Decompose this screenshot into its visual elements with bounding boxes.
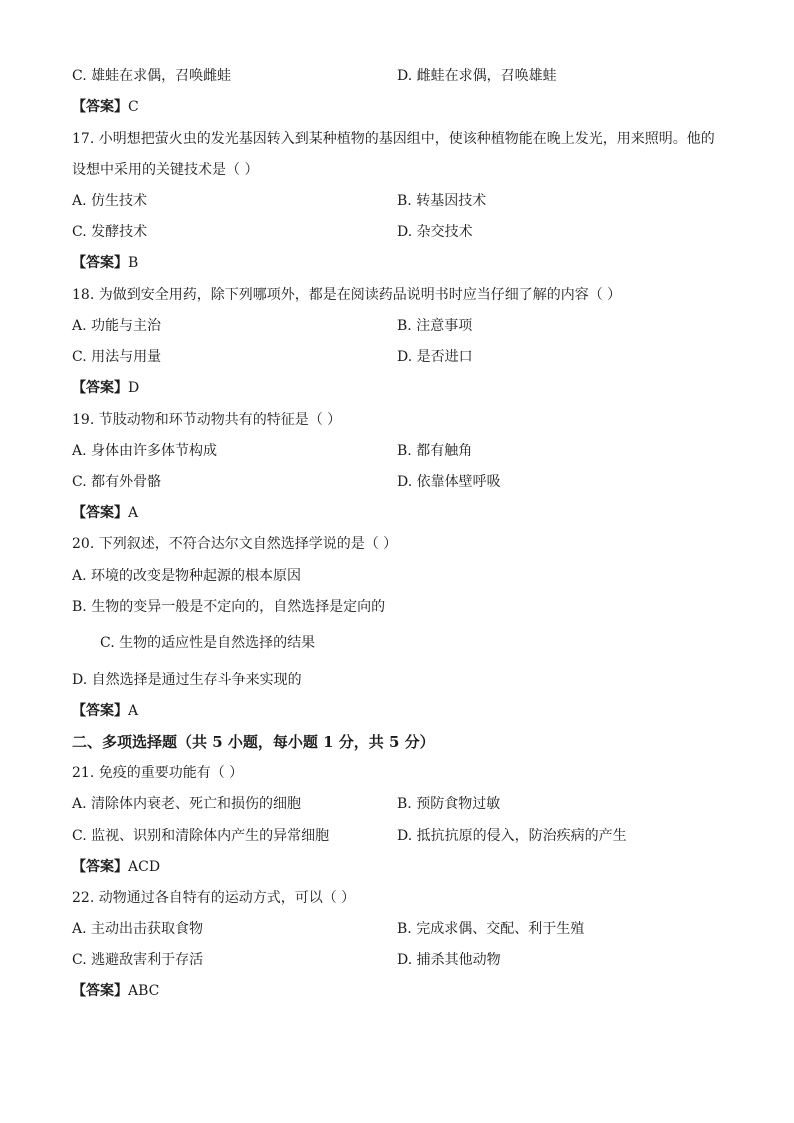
answer-label: 【答案】 bbox=[72, 255, 128, 271]
answer-value: ABC bbox=[128, 983, 160, 999]
q19-option-d: D. 依靠体壁呼吸 bbox=[397, 474, 501, 490]
q19-option-a: A. 身体由许多体节构成 bbox=[72, 443, 218, 459]
q20-option-b: B. 生物的变异一般是不定向的，自然选择是定向的 bbox=[72, 599, 386, 615]
answer-label: 【答案】 bbox=[72, 380, 128, 396]
answer-value: A bbox=[128, 703, 139, 719]
q18-stem: 18. 为做到安全用药，除下列哪项外，都是在阅读药品说明书时应当仔细了解的内容（ ） bbox=[72, 287, 622, 303]
q21-option-b: B. 预防食物过敏 bbox=[397, 796, 501, 812]
answer-label: 【答案】 bbox=[72, 505, 128, 521]
q20-option-d: D. 自然选择是通过生存斗争来实现的 bbox=[72, 672, 302, 688]
q17-answer bbox=[72, 254, 732, 272]
q22-option-a: A. 主动出击获取食物 bbox=[72, 921, 204, 937]
answer-value: C bbox=[128, 99, 139, 115]
q18-option-a: A. 功能与主治 bbox=[72, 318, 162, 334]
q19-option-b: B. 都有触角 bbox=[397, 443, 473, 459]
q21-option-d: D. 抵抗抗原的侵入，防治疾病的产生 bbox=[397, 828, 627, 844]
answer-value: D bbox=[128, 380, 140, 396]
q17-stem: 17. 小明想把萤火虫的发光基因转入到某种植物的基因组中，使该种植物能在晚上发光，用来照明。他的设想中采用的关键技术是（ ） bbox=[72, 131, 715, 178]
q20-stem: 20. 下列叙述，不符合达尔文自然选择学说的是（ ） bbox=[72, 536, 398, 552]
answer-value: B bbox=[128, 255, 139, 271]
q19-stem: 19. 节肢动物和环节动物共有的特征是（ ） bbox=[72, 412, 342, 428]
q21-option-c: C. 监视、识别和清除体内产生的异常细胞 bbox=[72, 828, 330, 844]
q18-answer bbox=[72, 379, 732, 397]
q21-answer bbox=[72, 858, 732, 876]
q22-option-c: C. 逃避敌害利于存活 bbox=[72, 952, 204, 968]
q22-stem: 22. 动物通过各自特有的运动方式，可以（ ） bbox=[72, 890, 356, 906]
q19-option-c: C. 都有外骨骼 bbox=[72, 474, 162, 490]
q17-option-d: D. 杂交技术 bbox=[397, 224, 473, 240]
q21-stem: 21. 免疫的重要功能有（ ） bbox=[72, 765, 244, 781]
answer-value: ACD bbox=[128, 859, 161, 875]
q22-option-d: D. 捕杀其他动物 bbox=[397, 952, 501, 968]
answer-label: 【答案】 bbox=[72, 983, 128, 999]
q20-answer bbox=[72, 702, 732, 720]
section-heading: 二、多项选择题（共 5 小题，每小题 1 分，共 5 分） bbox=[72, 733, 435, 751]
q16-option-c: C. 雄蛙在求偶，召唤雌蛙 bbox=[72, 68, 232, 84]
q22-answer bbox=[72, 982, 732, 1000]
q16-option-d: D. 雌蛙在求偶，召唤雄蛙 bbox=[397, 68, 557, 84]
answer-label: 【答案】 bbox=[72, 703, 128, 719]
q17-option-c: C. 发酵技术 bbox=[72, 224, 148, 240]
q16-answer bbox=[72, 98, 732, 116]
q18-option-c: C. 用法与用量 bbox=[72, 349, 162, 365]
answer-value: A bbox=[128, 505, 139, 521]
q17-option-a: A. 仿生技术 bbox=[72, 193, 148, 209]
q22-option-b: B. 完成求偶、交配、利于生殖 bbox=[397, 921, 585, 937]
q17-option-b: B. 转基因技术 bbox=[397, 193, 487, 209]
q19-answer bbox=[72, 504, 732, 522]
answer-label: 【答案】 bbox=[72, 859, 128, 875]
q20-option-c: C. 生物的适应性是自然选择的结果 bbox=[100, 635, 316, 651]
q21-option-a: A. 清除体内衰老、死亡和损伤的细胞 bbox=[72, 796, 302, 812]
q18-option-d: D. 是否进口 bbox=[397, 349, 473, 365]
q20-option-a: A. 环境的改变是物种起源的根本原因 bbox=[72, 568, 302, 584]
answer-label: 【答案】 bbox=[72, 99, 128, 115]
q18-option-b: B. 注意事项 bbox=[397, 318, 473, 334]
